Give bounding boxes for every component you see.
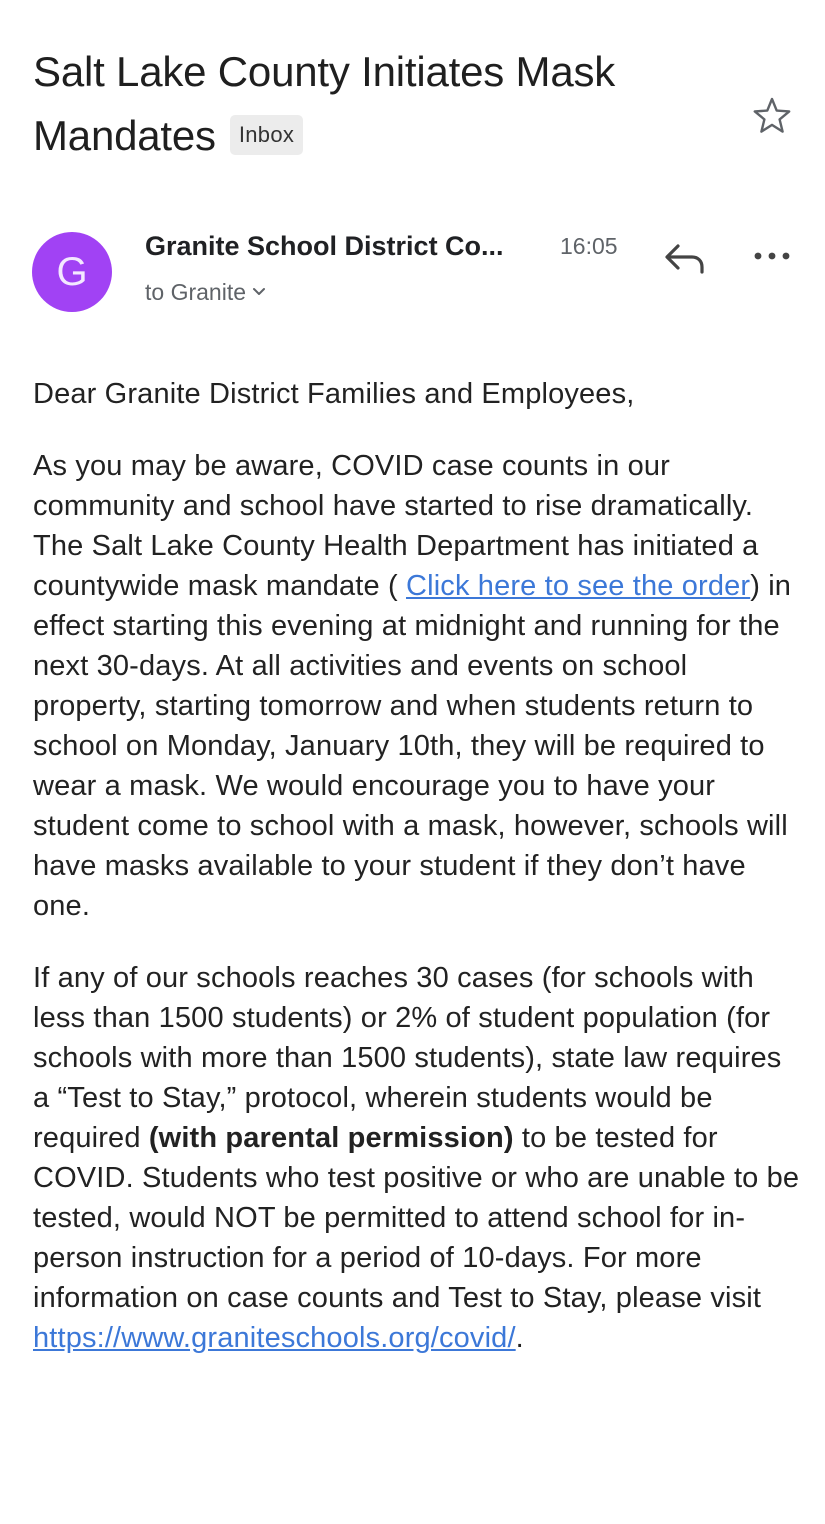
p2-bold-text: (with parental permission) xyxy=(148,1122,514,1154)
recipient-text: to Granite xyxy=(145,279,246,305)
p1-text-b: ) in effect starting this evening at midnight and running for the next 30-days. At all activities and events on school property, starting tomorrow and when students return to school on Monday, January 10th, they will be required to wear a mask. We would encourage you to have your student come to school with a mask, however, schools will have masks available to your student if they don’t have one. xyxy=(33,570,792,922)
sender-name[interactable]: Granite School District Co... xyxy=(145,231,504,261)
subject-block xyxy=(33,40,723,168)
p2-end: . xyxy=(515,1322,524,1354)
paragraph-1 xyxy=(33,446,803,926)
greeting: Dear Granite District Families and Employees, xyxy=(33,378,635,410)
email-body xyxy=(33,374,803,1390)
avatar[interactable]: G xyxy=(32,232,112,312)
chevron-down-icon xyxy=(252,287,266,297)
order-link[interactable]: Click here to see the order xyxy=(406,570,751,602)
p2-text-b: to be tested for COVID. Students who test positive or who are unable to be tested, would NOT be permitted to attend school for in-person instruction for a period of 10-days. For more information on case counts and Test to Stay, please visit xyxy=(33,1122,800,1314)
reply-icon[interactable] xyxy=(662,238,708,278)
subject-text: Salt Lake County Initiates Mask Mandates xyxy=(33,48,616,159)
message-header xyxy=(0,228,825,318)
more-options-icon[interactable] xyxy=(752,246,792,266)
paragraph-2 xyxy=(33,958,803,1358)
p1-text-a: As you may be aware, COVID case counts in our community and school have started to rise dramatically. The Salt Lake County Health Department has initiated a countywide mask mandate ( xyxy=(33,450,759,602)
p2-text-a: If any of our schools reaches 30 cases (for schools with less than 1500 students) or 2% of student population (for schools with more than 1500 students), state law requires a “Test to Stay,” protocol, wherein students would be required xyxy=(33,962,782,1154)
message-time: 16:05 xyxy=(560,233,618,259)
recipient-details-toggle[interactable] xyxy=(145,278,266,306)
covid-info-link[interactable]: https://www.graniteschools.org/covid/ xyxy=(33,1322,516,1354)
inbox-label-badge[interactable]: Inbox xyxy=(230,115,303,155)
star-icon[interactable] xyxy=(752,96,792,136)
email-subject xyxy=(33,40,723,168)
